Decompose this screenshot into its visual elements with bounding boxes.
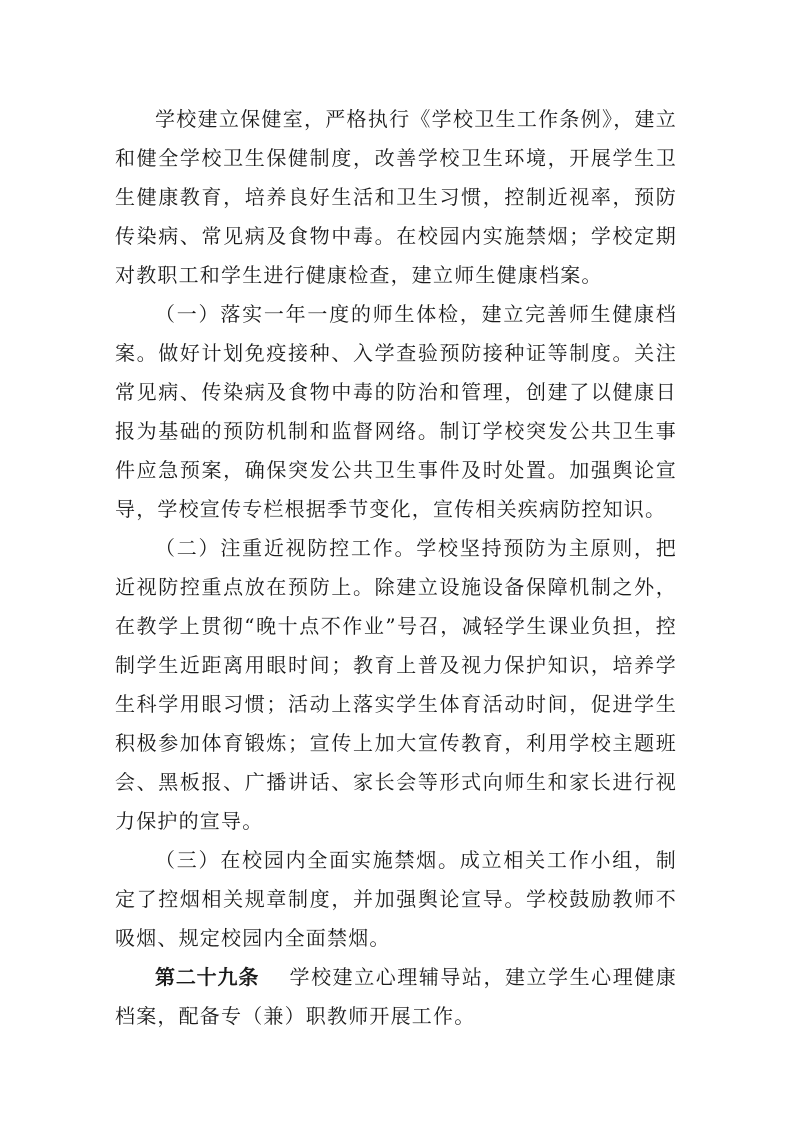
document-body	[115, 100, 677, 1036]
paragraph-item-2: （二）注重近视防控工作。学校坚持预防为主原则，把近视防控重点放在预防上。除建立设施设备保障机制之外，在教学上贯彻“晚十点不作业”号召，减轻学生课业负担，控制学生近距离用眼时间；教育上普及视力保护知识，培养学生科学用眼习惯；活动上落实学生体育活动时间，促进学生积极参加体育锻炼；宣传上加大宣传教育，利用学校主题班会、黑板报、广播讲话、家长会等形式向师生和家长进行视力保护的宣导。	[115, 536, 677, 833]
article-body: 学校建立心理辅导站，建立学生心理健康档案，配备专（兼）职教师开展工作。	[115, 965, 677, 1028]
paragraph-item-1: （一）落实一年一度的师生体检，建立完善师生健康档案。做好计划免疫接种、入学查验预防接种证等制度。关注常见病、传染病及食物中毒的防治和管理，创建了以健康日报为基础的预防机制和监督网络。制订学校突发公共卫生事件应急预案，确保突发公共卫生事件及时处置。加强舆论宣导，学校宣传专栏根据季节变化，宣传相关疾病防控知识。	[115, 302, 677, 521]
paragraph-item-3: （三）在校园内全面实施禁烟。成立相关工作小组，制定了控烟相关规章制度，并加强舆论宣导。学校鼓励教师不吸烟、规定校园内全面禁烟。	[115, 848, 677, 950]
article-29	[115, 958, 677, 1036]
paragraph-health-room: 学校建立保健室，严格执行《学校卫生工作条例》，建立和健全学校卫生保健制度，改善学校卫生环境，开展学生卫生健康教育，培养良好生活和卫生习惯，控制近视率，预防传染病、常见病及食物中毒。在校园内实施禁烟；学校定期对教职工和学生进行健康检查，建立师生健康档案。	[115, 107, 677, 287]
article-title: 第二十九条	[155, 965, 260, 989]
